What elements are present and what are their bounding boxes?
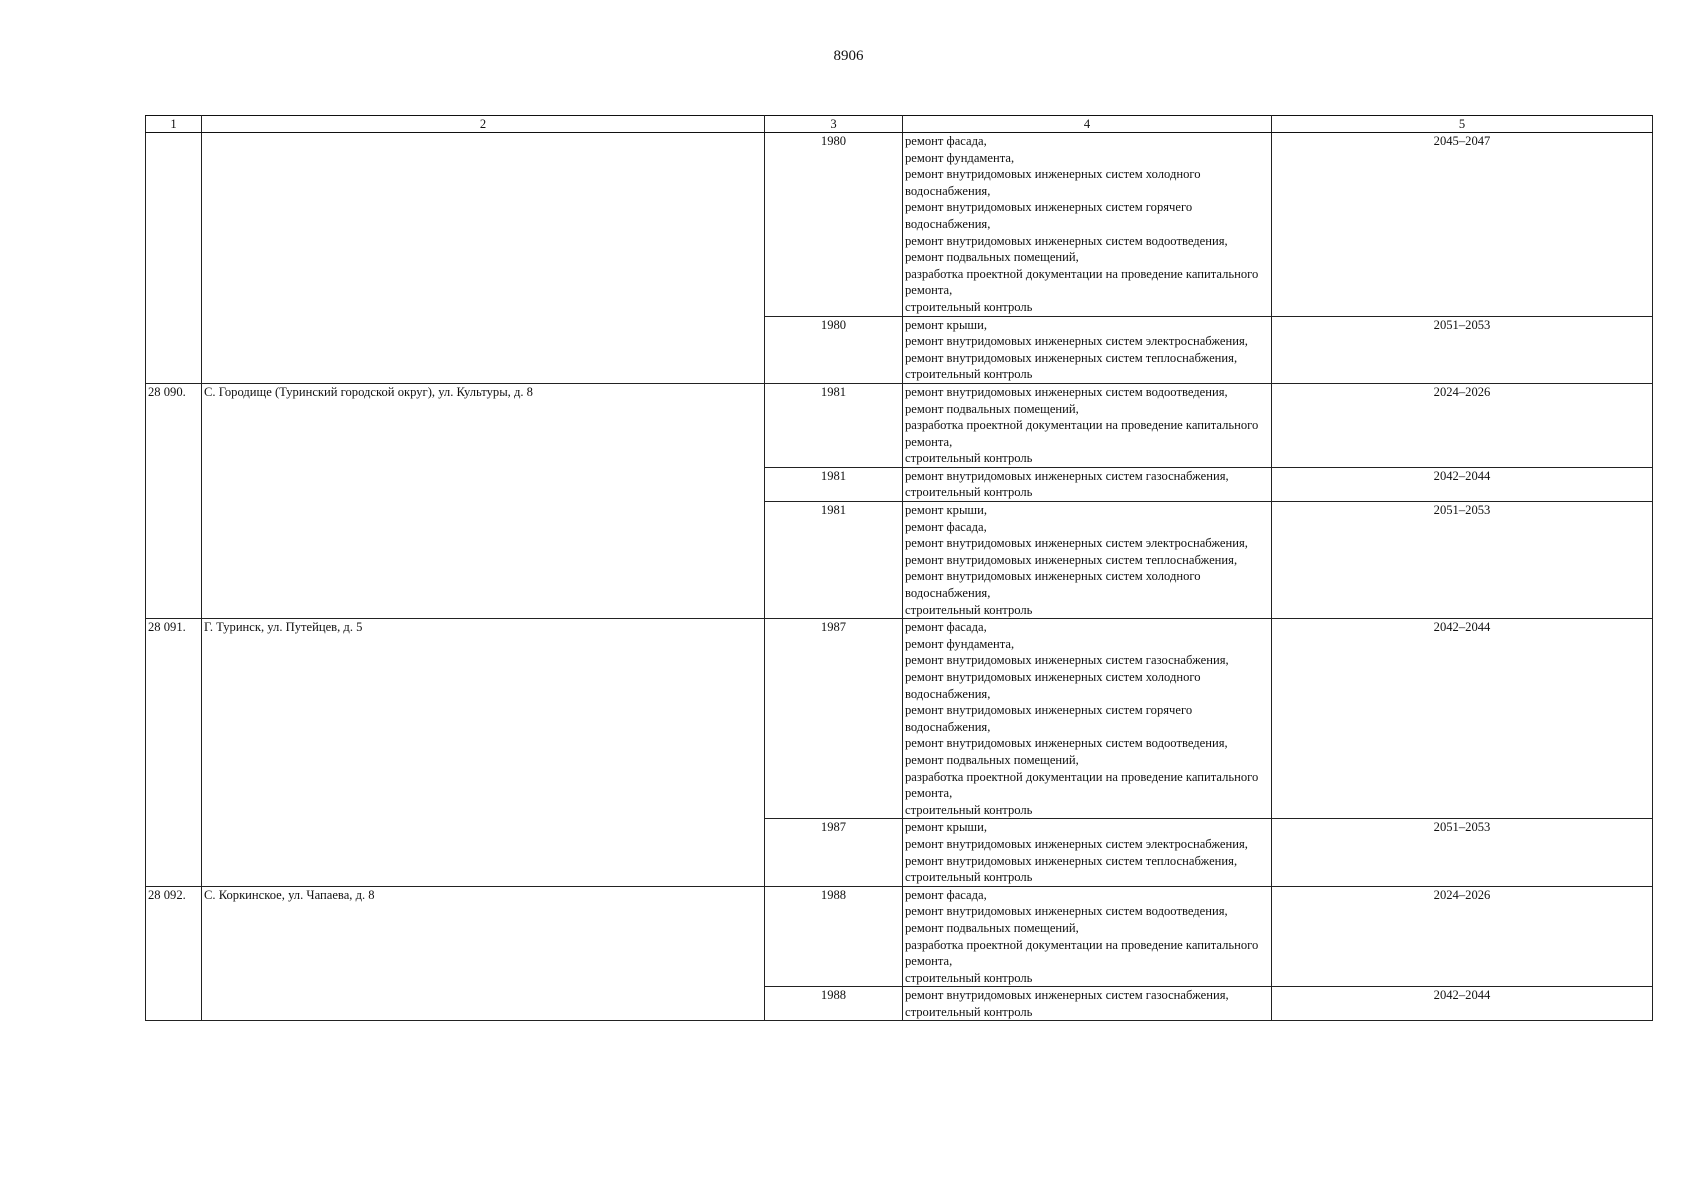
commissioning-year: 1980: [765, 316, 903, 383]
repair-works-list: ремонт внутридомовых инженерных систем водоотведения, ремонт подвальных помещений, разработка проектной документации на проведение капитального ремонта, строительный контроль: [903, 383, 1272, 467]
column-header-1: 1: [146, 116, 202, 133]
building-address: С. Коркинское, ул. Чапаева, д. 8: [202, 886, 765, 1021]
building-address: Г. Туринск, ул. Путейцев, д. 5: [202, 619, 765, 887]
building-address: [202, 133, 765, 384]
column-header-5: 5: [1272, 116, 1653, 133]
planned-period: 2024–2026: [1272, 886, 1653, 987]
repair-works-list: ремонт крыши, ремонт внутридомовых инженерных систем электроснабжения, ремонт внутридомовых инженерных систем теплоснабжения, строительный контроль: [903, 819, 1272, 886]
repair-works-list: ремонт фасада, ремонт фундамента, ремонт внутридомовых инженерных систем холодного водоснабжения, ремонт внутридомовых инженерных систем горячего водоснабжения, ремонт внутридомовых инженерных систем водоотведения, ремонт подвальных помещений, разработка проектной документации на проведение капитального ремонта, строительный контроль: [903, 133, 1272, 317]
table-body: [146, 116, 1653, 1021]
entry-number: 28 090.: [146, 383, 202, 618]
table-row: [146, 133, 1653, 317]
repair-works-list: ремонт фасада, ремонт фундамента, ремонт внутридомовых инженерных систем газоснабжения, ремонт внутридомовых инженерных систем холодного водоснабжения, ремонт внутридомовых инженерных систем горячего водоснабжения, ремонт внутридомовых инженерных систем водоотведения, ремонт подвальных помещений, разработка проектной документации на проведение капитального ремонта, строительный контроль: [903, 619, 1272, 819]
table-row: [146, 383, 1653, 467]
repair-works-list: ремонт крыши, ремонт фасада, ремонт внутридомовых инженерных систем электроснабжения, ремонт внутридомовых инженерных систем теплоснабжения, ремонт внутридомовых инженерных систем холодного водоснабжения, строительный контроль: [903, 502, 1272, 619]
table-row: [146, 886, 1653, 987]
planned-period: 2042–2044: [1272, 619, 1653, 819]
commissioning-year: 1988: [765, 987, 903, 1021]
commissioning-year: 1987: [765, 819, 903, 886]
column-header-2: 2: [202, 116, 765, 133]
entry-number: [146, 133, 202, 384]
page-number: 8906: [833, 48, 864, 64]
repair-works-list: ремонт внутридомовых инженерных систем газоснабжения, строительный контроль: [903, 987, 1272, 1021]
planned-period: 2042–2044: [1272, 987, 1653, 1021]
column-number-row: [146, 116, 1653, 133]
commissioning-year: 1980: [765, 133, 903, 317]
planned-period: 2051–2053: [1272, 502, 1653, 619]
commissioning-year: 1981: [765, 502, 903, 619]
repair-schedule-table: [145, 115, 1653, 1021]
repair-works-list: ремонт внутридомовых инженерных систем газоснабжения, строительный контроль: [903, 467, 1272, 501]
building-address: С. Городище (Туринский городской округ), ул. Культуры, д. 8: [202, 383, 765, 618]
entry-number: 28 092.: [146, 886, 202, 1021]
commissioning-year: 1987: [765, 619, 903, 819]
planned-period: 2045–2047: [1272, 133, 1653, 317]
commissioning-year: 1981: [765, 467, 903, 501]
commissioning-year: 1981: [765, 383, 903, 467]
commissioning-year: 1988: [765, 886, 903, 987]
column-header-4: 4: [903, 116, 1272, 133]
planned-period: 2051–2053: [1272, 316, 1653, 383]
planned-period: 2051–2053: [1272, 819, 1653, 886]
planned-period: 2042–2044: [1272, 467, 1653, 501]
table-row: [146, 619, 1653, 819]
column-header-3: 3: [765, 116, 903, 133]
entry-number: 28 091.: [146, 619, 202, 887]
planned-period: 2024–2026: [1272, 383, 1653, 467]
repair-works-list: ремонт фасада, ремонт внутридомовых инженерных систем водоотведения, ремонт подвальных помещений, разработка проектной документации на проведение капитального ремонта, строительный контроль: [903, 886, 1272, 987]
repair-works-list: ремонт крыши, ремонт внутридомовых инженерных систем электроснабжения, ремонт внутридомовых инженерных систем теплоснабжения, строительный контроль: [903, 316, 1272, 383]
